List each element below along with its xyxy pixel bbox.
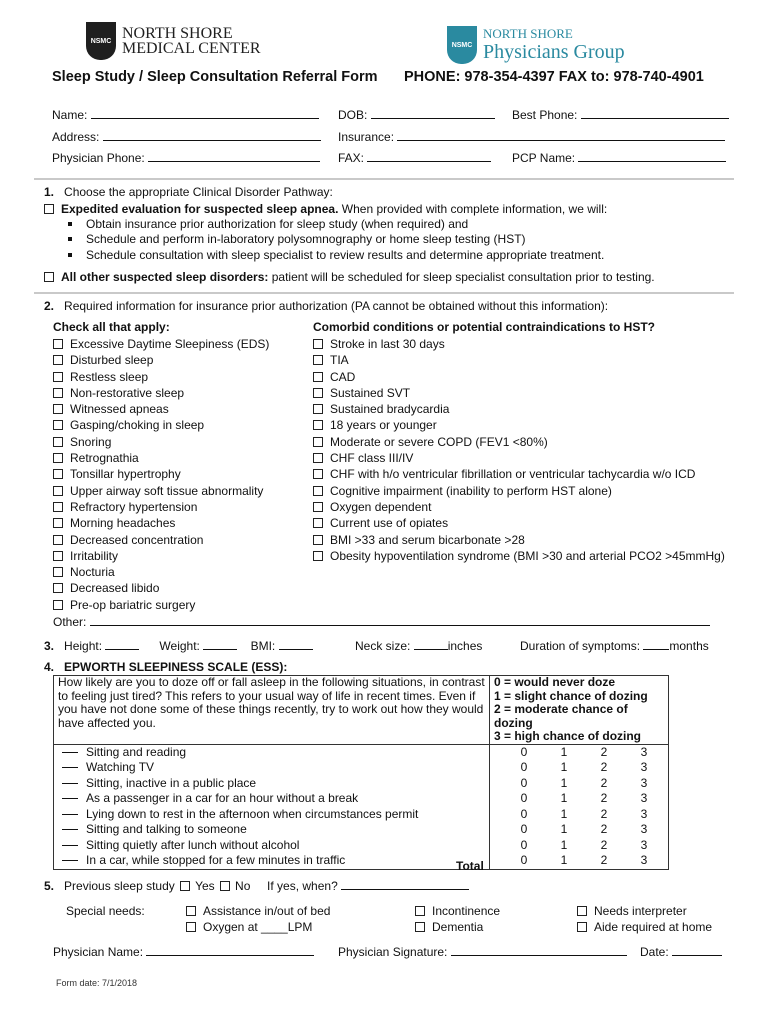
dash-icon: [62, 798, 78, 799]
checklist-item[interactable]: [53, 564, 269, 580]
checkbox-icon[interactable]: [415, 906, 425, 916]
list-item: [68, 248, 604, 263]
checklist-label: CHF class III/IV: [330, 451, 414, 466]
checklist-label: Irritability: [70, 548, 119, 563]
checkbox-icon[interactable]: [313, 453, 323, 463]
ess-score-option[interactable]: 2: [600, 744, 608, 759]
physician-signature-label: Physician Signature:: [338, 945, 448, 959]
ess-score-option[interactable]: 1: [560, 822, 568, 837]
checklist-item[interactable]: [53, 580, 269, 596]
checklist-label: CAD: [330, 369, 356, 384]
duration-line[interactable]: [643, 637, 669, 650]
checkbox-icon[interactable]: [313, 437, 323, 447]
checkbox-icon[interactable]: [53, 339, 63, 349]
need-oxygen[interactable]: [186, 920, 312, 934]
if-yes-label: If yes, when?: [267, 879, 338, 893]
checkbox-icon[interactable]: [186, 906, 196, 916]
logo-badge-text: NSMC: [451, 41, 473, 49]
logo-north-shore-physicians-group: [447, 26, 625, 64]
pcp-name-label: PCP Name:: [512, 151, 576, 165]
section1-heading: [44, 185, 333, 199]
legend-item: 1 = slight chance of dozing: [494, 688, 648, 703]
checkbox-icon[interactable]: [53, 388, 63, 398]
name-label: Name:: [52, 108, 88, 122]
best-phone-label: Best Phone:: [512, 108, 578, 122]
insurance-field[interactable]: [338, 128, 725, 144]
need-dementia[interactable]: [415, 920, 483, 934]
checklist-label: Retrognathia: [70, 451, 139, 466]
ess-score-option[interactable]: 3: [640, 806, 648, 821]
section2-heading: [44, 299, 608, 313]
ess-score-option[interactable]: 1: [560, 760, 568, 775]
checklist-label: Tonsillar hypertrophy: [70, 467, 181, 482]
ess-score-option[interactable]: 0: [520, 822, 528, 837]
checkbox-icon[interactable]: [415, 922, 425, 932]
checkbox-icon[interactable]: [186, 922, 196, 932]
bullet-text: Obtain insurance prior authorization for sleep study (when required) and: [86, 217, 469, 231]
ess-score-option[interactable]: 1: [560, 744, 568, 759]
checkbox-icon[interactable]: [44, 204, 54, 214]
checkbox-icon[interactable]: [53, 469, 63, 479]
checklist-item[interactable]: [313, 336, 725, 352]
checkbox-icon[interactable]: [53, 420, 63, 430]
special-needs-label: Special needs:: [66, 904, 145, 918]
ess-situation-label: Sitting and talking to someone: [86, 822, 247, 837]
checkbox-icon[interactable]: [313, 551, 323, 561]
need-label: Incontinence: [432, 904, 501, 918]
name-field[interactable]: [52, 106, 319, 122]
section2-title: Required information for insurance prior authorization (PA cannot be obtained without this information):: [64, 299, 609, 313]
section5-number: 5.: [44, 879, 55, 893]
ess-total-label: Total: [456, 859, 484, 873]
best-phone-line[interactable]: [581, 106, 729, 119]
physician-name-line[interactable]: [146, 943, 314, 956]
ess-score-option[interactable]: 1: [560, 791, 568, 806]
ess-score-option[interactable]: 1: [560, 853, 568, 868]
checklist-label: Sustained SVT: [330, 385, 411, 400]
checklist-item[interactable]: [53, 466, 269, 482]
ess-score-option[interactable]: 0: [520, 744, 528, 759]
form-date: Form date: 7/1/2018: [56, 978, 138, 988]
physician-name-label: Physician Name:: [53, 945, 144, 959]
checklist-item[interactable]: [53, 417, 269, 433]
checklist-label: Restless sleep: [70, 369, 149, 384]
physician-signature-line[interactable]: [451, 943, 627, 956]
checklist-item[interactable]: [313, 532, 725, 548]
need-label: Needs interpreter: [594, 904, 687, 918]
symptom-checklist: [53, 336, 269, 613]
checklist-item[interactable]: [313, 483, 725, 499]
section4-number: 4.: [44, 660, 55, 674]
section2-number: 2.: [44, 299, 55, 313]
ess-score-option[interactable]: 1: [560, 837, 568, 852]
ess-situation-label: In a car, while stopped for a few minutes in traffic: [86, 853, 346, 868]
other-disorders-label: All other suspected sleep disorders:: [61, 270, 269, 284]
ess-situation-row: [58, 822, 485, 838]
section4-heading: [44, 660, 287, 674]
need-label: Aide required at home: [594, 920, 713, 934]
checkbox-icon[interactable]: [53, 355, 63, 365]
checklist-item[interactable]: [53, 483, 269, 499]
ess-score-option[interactable]: 3: [640, 744, 648, 759]
ess-score-option[interactable]: 3: [640, 822, 648, 837]
need-aide[interactable]: [577, 920, 712, 934]
checkbox-icon[interactable]: [313, 535, 323, 545]
ess-score-option[interactable]: 3: [640, 775, 648, 790]
ess-situations: [54, 744, 490, 869]
logo-line1: NORTH SHORE: [122, 25, 233, 42]
checkbox-icon[interactable]: [313, 486, 323, 496]
checklist-label: Snoring: [70, 434, 112, 449]
ess-situation-row: [58, 776, 485, 792]
checklist-item[interactable]: [53, 532, 269, 548]
best-phone-field[interactable]: [512, 106, 729, 122]
checkbox-icon[interactable]: [313, 339, 323, 349]
ess-situation-row: [58, 853, 485, 869]
date-field[interactable]: [640, 943, 722, 959]
ess-score-row: [504, 807, 664, 823]
fax-line[interactable]: [367, 149, 491, 162]
need-label: Assistance in/out of bed: [203, 904, 331, 918]
checklist-label: TIA: [330, 353, 349, 368]
previous-study-label: Previous sleep study: [64, 879, 175, 893]
checkbox-icon[interactable]: [53, 486, 63, 496]
dash-icon: [62, 783, 78, 784]
contact-line: PHONE: 978-354-4397 FAX to: 978-740-4901: [404, 69, 704, 85]
physician-signature-field[interactable]: [338, 943, 627, 959]
logo-badge-text: NSMC: [90, 37, 112, 45]
checkbox-icon[interactable]: [577, 922, 587, 932]
checklist-label: CHF with h/o ventricular fibrillation or ventricular tachycardia w/o ICD: [330, 467, 696, 482]
checkbox-icon[interactable]: [53, 372, 63, 382]
section3-number: 3.: [44, 639, 55, 653]
checklist-item[interactable]: [313, 548, 725, 564]
fax-label: FAX:: [338, 151, 365, 165]
ess-score-option[interactable]: 0: [520, 760, 528, 775]
checkbox-icon[interactable]: [44, 272, 54, 282]
yes-checkbox[interactable]: [180, 881, 190, 891]
checklist-item[interactable]: [313, 369, 725, 385]
other-label: Other:: [53, 615, 87, 629]
checklist-label: Nocturia: [70, 565, 115, 580]
checkbox-icon[interactable]: [53, 583, 63, 593]
other-field[interactable]: [53, 613, 710, 629]
date-label: Date:: [640, 945, 669, 959]
checklist-label: Stroke in last 30 days: [330, 337, 445, 351]
no-checkbox[interactable]: [220, 881, 230, 891]
insurance-line[interactable]: [397, 128, 725, 141]
checklist-item[interactable]: [53, 385, 269, 401]
weight-label: Weight:: [159, 639, 200, 653]
neck-size-field: [355, 637, 482, 653]
checklist-label: Gasping/choking in sleep: [70, 418, 205, 433]
checkbox-icon[interactable]: [313, 404, 323, 414]
need-assistance[interactable]: [186, 904, 330, 918]
ess-score-option[interactable]: 0: [520, 853, 528, 868]
height-line[interactable]: [105, 637, 139, 650]
checkbox-icon[interactable]: [53, 551, 63, 561]
legend-item: 3 = high chance of dozing: [494, 729, 642, 744]
form-title: Sleep Study / Sleep Consultation Referral Form: [52, 69, 378, 85]
bullet-text: Schedule and perform in-laboratory polysomnography or home sleep testing (HST): [86, 232, 526, 247]
dash-icon: [62, 767, 78, 768]
ess-situation-row: [58, 791, 485, 807]
ess-situation-row: [58, 745, 485, 761]
checklist-item[interactable]: [53, 499, 269, 515]
checklist-label: Witnessed apneas: [70, 402, 169, 417]
checkbox-icon[interactable]: [313, 388, 323, 398]
other-disorders-text: patient will be scheduled for sleep specialist consultation prior to testing.: [271, 270, 655, 284]
yes-label: Yes: [195, 879, 215, 893]
pcp-name-line[interactable]: [578, 149, 726, 162]
list-item: [68, 217, 604, 232]
weight-line[interactable]: [203, 637, 237, 650]
ess-score-option[interactable]: 3: [640, 853, 648, 868]
bullet-text: Schedule consultation with sleep specialist to review results and determine appropriate treatment.: [86, 247, 605, 262]
other-line[interactable]: [90, 613, 710, 626]
ess-situation-row: [58, 807, 485, 823]
checklist-item[interactable]: [53, 434, 269, 450]
ess-score-option[interactable]: 2: [600, 791, 608, 806]
dash-icon: [62, 752, 78, 753]
checklist-label: Morning headaches: [70, 516, 176, 531]
no-label: No: [235, 879, 251, 893]
checklist-item[interactable]: [53, 548, 269, 564]
checkbox-icon[interactable]: [313, 420, 323, 430]
checklist-item[interactable]: [53, 401, 269, 417]
months-label: months: [669, 639, 709, 653]
epworth-table: [53, 675, 669, 870]
checklist-label: Current use of opiates: [330, 516, 449, 531]
physician-name-field[interactable]: [53, 943, 314, 959]
checkbox-icon[interactable]: [577, 906, 587, 916]
checklist-item[interactable]: [53, 352, 269, 368]
section4-title: EPWORTH SLEEPINESS SCALE (ESS):: [64, 660, 288, 674]
pcp-name-field[interactable]: [512, 149, 726, 165]
physician-phone-field[interactable]: [52, 149, 320, 165]
checklist-item[interactable]: [53, 369, 269, 385]
checkbox-icon[interactable]: [313, 355, 323, 365]
need-label: Oxygen at ____LPM: [203, 920, 313, 934]
section1-title: Choose the appropriate Clinical Disorder Pathway:: [64, 185, 333, 199]
ess-situation-label: Sitting, inactive in a public place: [86, 775, 257, 790]
checkbox-icon[interactable]: [53, 567, 63, 577]
checklist-label: BMI >33 and serum bicarbonate >28: [330, 532, 525, 547]
checklist-label: Decreased concentration: [70, 532, 204, 547]
checklist-item[interactable]: [313, 466, 725, 482]
ess-situation-row: [58, 838, 485, 854]
date-line[interactable]: [672, 943, 722, 956]
inches-label: inches: [447, 639, 483, 653]
nsmc-shield-icon: [86, 22, 116, 60]
checklist-label: Oxygen dependent: [330, 499, 432, 514]
ess-score-option[interactable]: 2: [600, 775, 608, 790]
list-item: [68, 232, 604, 247]
need-interpreter[interactable]: [577, 904, 687, 918]
checkbox-icon[interactable]: [53, 535, 63, 545]
expedited-text: When provided with complete information, we will:: [341, 202, 608, 216]
address-label: Address:: [52, 130, 100, 144]
neck-size-label: Neck size:: [355, 639, 411, 653]
ess-score-row: [504, 853, 664, 869]
checklist-label: Disturbed sleep: [70, 353, 154, 368]
ess-score-row: [504, 838, 664, 854]
logo-line1: NORTH SHORE: [483, 26, 573, 41]
ess-situation-row: [58, 760, 485, 776]
checklist-label: 18 years or younger: [330, 418, 437, 433]
checklist-label: Excessive Daytime Sleepiness (EDS): [70, 337, 270, 351]
checklist-item[interactable]: [313, 352, 725, 368]
ess-score-option[interactable]: 3: [640, 837, 648, 852]
ess-score-option[interactable]: 3: [640, 791, 648, 806]
ess-score-row: [504, 745, 664, 761]
checklist-item[interactable]: [313, 450, 725, 466]
checkbox-icon[interactable]: [53, 600, 63, 610]
logo-north-shore-medical-center: [86, 22, 261, 60]
ess-score-option[interactable]: 2: [600, 822, 608, 837]
bmi-label: BMI:: [250, 639, 276, 653]
checklist-label: Moderate or severe COPD (FEV1 <80%): [330, 434, 548, 449]
check-all-heading: Check all that apply:: [53, 320, 170, 334]
checkbox-icon[interactable]: [53, 453, 63, 463]
ess-score-option[interactable]: 1: [560, 806, 568, 821]
checkbox-icon[interactable]: [53, 502, 63, 512]
section3-row: [44, 637, 313, 653]
ess-score-option[interactable]: 0: [520, 837, 528, 852]
dash-icon: [62, 845, 78, 846]
checkbox-icon[interactable]: [53, 404, 63, 414]
ess-scores: [490, 744, 669, 869]
ess-score-row: [504, 791, 664, 807]
dob-label: DOB:: [338, 108, 368, 122]
checklist-label: Pre-op bariatric surgery: [70, 597, 196, 612]
ess-score-option[interactable]: 0: [520, 791, 528, 806]
divider: [34, 292, 734, 294]
checklist-label: Upper airway soft tissue abnormality: [70, 483, 264, 498]
dash-icon: [62, 860, 78, 861]
address-line[interactable]: [103, 128, 321, 141]
checklist-label: Sustained bradycardia: [330, 402, 450, 417]
checklist-item[interactable]: [53, 450, 269, 466]
checklist-item[interactable]: [53, 515, 269, 531]
duration-label: Duration of symptoms:: [520, 639, 641, 653]
checkbox-icon[interactable]: [53, 518, 63, 528]
logo-line2: MEDICAL CENTER: [122, 40, 261, 57]
checklist-label: Obesity hypoventilation syndrome (BMI >30 and arterial PCO2 >45mmHg): [330, 548, 725, 563]
physician-phone-label: Physician Phone:: [52, 151, 145, 165]
ess-score-option[interactable]: 2: [600, 806, 608, 821]
fax-field[interactable]: [338, 149, 491, 165]
dob-field[interactable]: [338, 106, 495, 122]
neck-size-line[interactable]: [414, 637, 448, 650]
ess-score-row: [504, 760, 664, 776]
ess-score-option[interactable]: 0: [520, 806, 528, 821]
checkbox-icon[interactable]: [313, 469, 323, 479]
checklist-item[interactable]: [313, 417, 725, 433]
checkbox-icon[interactable]: [313, 372, 323, 382]
need-label: Dementia: [432, 920, 484, 934]
checklist-item[interactable]: [313, 434, 725, 450]
checklist-item[interactable]: [313, 515, 725, 531]
checklist-item[interactable]: [53, 336, 269, 352]
legend-item: 0 = would never doze: [494, 675, 616, 689]
bullet-icon: [68, 237, 72, 241]
ess-score-option[interactable]: 0: [520, 775, 528, 790]
checkbox-icon[interactable]: [313, 518, 323, 528]
comorbid-checklist: [313, 336, 725, 564]
expedited-bullets: [68, 217, 604, 263]
ess-score-option[interactable]: 2: [600, 760, 608, 775]
comorbid-heading: Comorbid conditions or potential contraindications to HST?: [313, 320, 655, 334]
checkbox-icon[interactable]: [313, 502, 323, 512]
checklist-label: Non-restorative sleep: [70, 385, 185, 400]
checklist-item[interactable]: [313, 385, 725, 401]
other-disorders-option[interactable]: [44, 270, 655, 284]
bullet-icon: [68, 253, 72, 257]
ess-description: How likely are you to doze off or fall asleep in the following situations, in contrast to feeling just tired? This refers to your usual way of life in recent times. Even if you have not done some of these things recently, try to work out how they would have affected you.: [54, 676, 490, 745]
logo-line2: Physicians Group: [483, 41, 625, 63]
section1-number: 1.: [44, 185, 55, 199]
checklist-label: Cognitive impairment (inability to perform HST alone): [330, 483, 612, 498]
expedited-label: Expedited evaluation for suspected sleep apnea.: [61, 202, 339, 216]
ess-situation-label: Watching TV: [86, 760, 155, 775]
dash-icon: [62, 829, 78, 830]
physician-phone-line[interactable]: [148, 149, 320, 162]
insurance-label: Insurance:: [338, 130, 395, 144]
address-field[interactable]: [52, 128, 321, 144]
checklist-label: Decreased libido: [70, 581, 160, 596]
ess-score-option[interactable]: 3: [640, 760, 648, 775]
ess-score-option[interactable]: 1: [560, 775, 568, 790]
bullet-icon: [68, 222, 72, 226]
ess-score-option[interactable]: 2: [600, 853, 608, 868]
ess-situation-label: Sitting and reading: [86, 744, 187, 759]
dash-icon: [62, 814, 78, 815]
if-yes-line[interactable]: [341, 877, 469, 890]
need-incontinence[interactable]: [415, 904, 500, 918]
divider: [34, 178, 734, 180]
name-line[interactable]: [91, 106, 319, 119]
expedited-option[interactable]: [44, 202, 607, 216]
height-label: Height:: [64, 639, 103, 653]
ess-situation-label: As a passenger in a car for an hour without a break: [86, 791, 359, 806]
checklist-item[interactable]: [313, 401, 725, 417]
checklist-item[interactable]: [53, 597, 269, 613]
checklist-label: Refractory hypertension: [70, 499, 198, 514]
ess-score-row: [504, 822, 664, 838]
checklist-item[interactable]: [313, 499, 725, 515]
ess-score-row: [504, 776, 664, 792]
bmi-line[interactable]: [279, 637, 313, 650]
ess-legend: [490, 676, 669, 745]
legend-item: 2 = moderate chance of dozing: [494, 702, 628, 730]
ess-situation-label: Sitting quietly after lunch without alcohol: [86, 837, 300, 852]
ess-score-option[interactable]: 2: [600, 837, 608, 852]
checkbox-icon[interactable]: [53, 437, 63, 447]
section5-row: [44, 877, 469, 893]
dob-line[interactable]: [371, 106, 495, 119]
duration-field: [520, 637, 709, 653]
nsmc-shield-icon: [447, 26, 477, 64]
ess-situation-label: Lying down to rest in the afternoon when circumstances permit: [86, 806, 419, 821]
